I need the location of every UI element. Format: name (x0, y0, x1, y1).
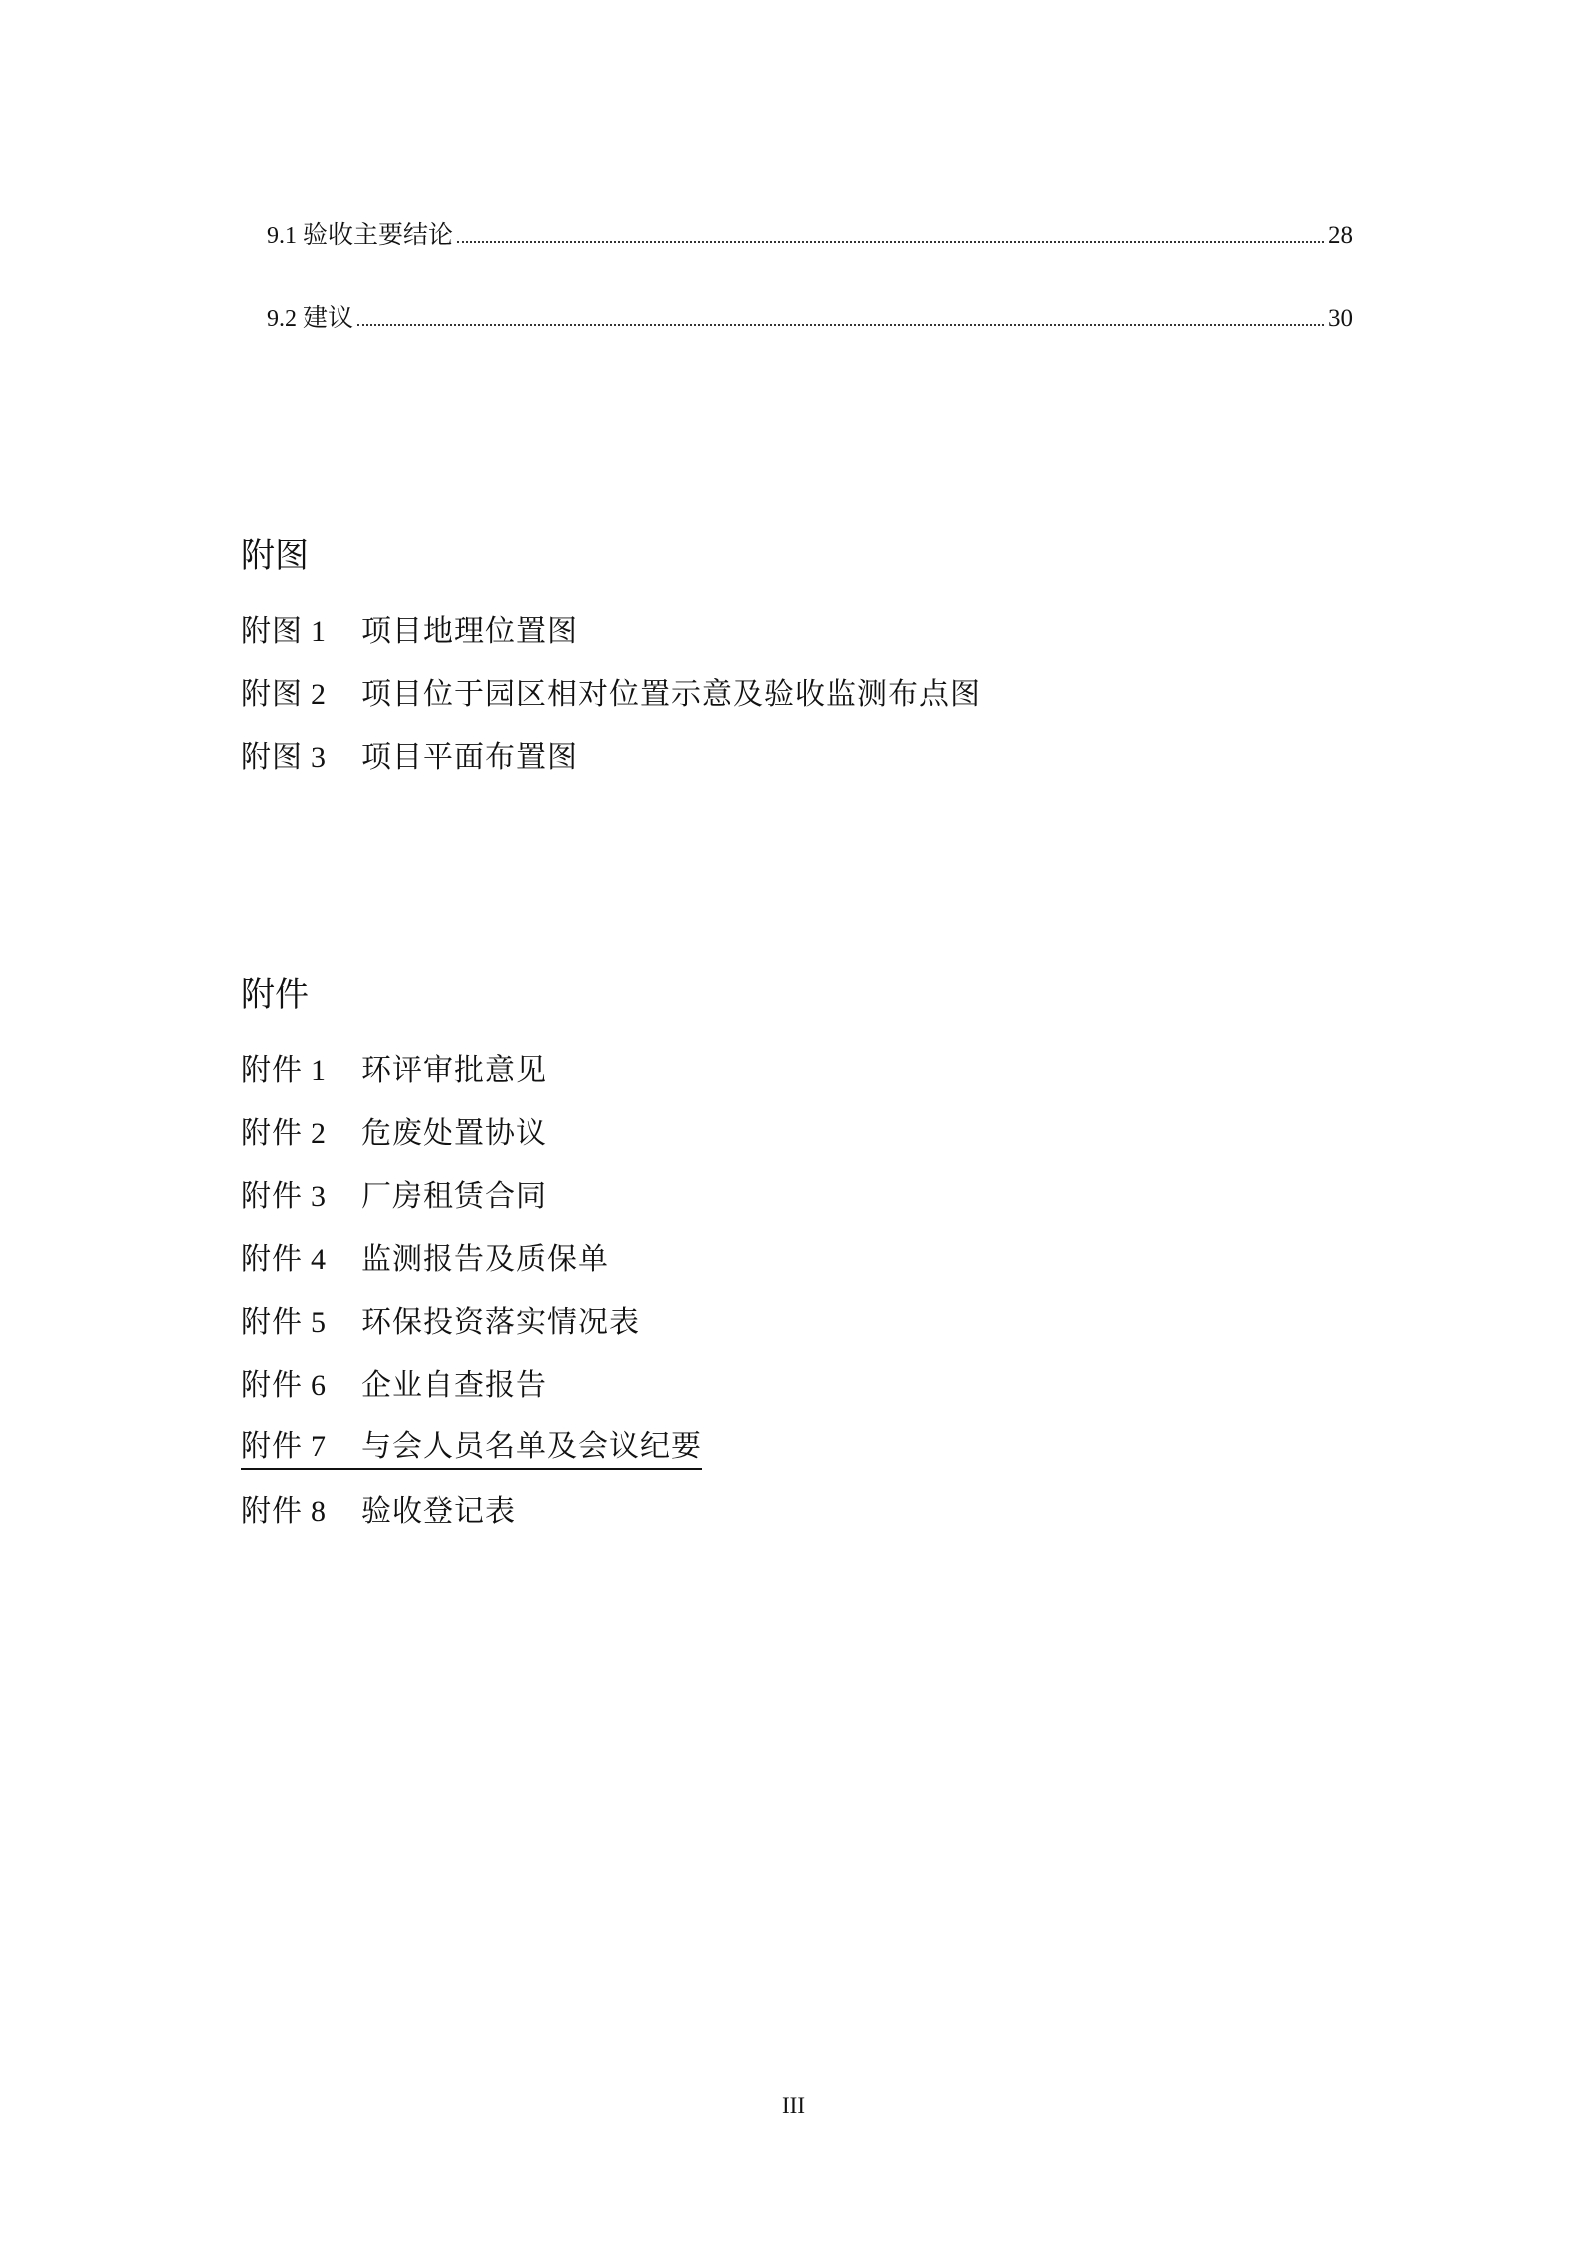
toc-title: 建议 (303, 303, 354, 332)
figure-number: 1 (311, 614, 327, 648)
figure-item (241, 600, 981, 663)
attachment-item (241, 1228, 702, 1291)
attachment-title: 验收登记表 (361, 1493, 516, 1529)
figure-label: 附图 3 (241, 739, 327, 775)
attachment-label: 附件 5 (241, 1304, 327, 1340)
figure-number: 3 (311, 740, 327, 774)
toc-number: 9.1 (267, 223, 297, 249)
attachment-label: 附件 4 (241, 1241, 327, 1277)
figure-title: 项目平面布置图 (361, 739, 578, 775)
attachment-number: 3 (311, 1179, 327, 1213)
attachment-item (241, 1102, 702, 1165)
attachment-label: 附件 6 (241, 1367, 327, 1403)
attachment-number: 4 (311, 1242, 327, 1276)
toc-title: 验收主要结论 (303, 220, 454, 249)
figure-item (241, 663, 981, 726)
page-number: III (782, 2093, 805, 2118)
figure-label: 附图 1 (241, 613, 327, 649)
attachment-number: 6 (311, 1368, 327, 1402)
attachment-label: 附件 2 (241, 1115, 327, 1151)
toc-page-number: 28 (1328, 222, 1353, 249)
attachment-label: 附件 8 (241, 1493, 327, 1529)
toc-page-number: 30 (1328, 305, 1353, 332)
attachment-number: 8 (311, 1494, 327, 1528)
attachment-item-underlined (241, 1417, 702, 1480)
toc-number: 9.2 (267, 306, 297, 332)
figures-heading: 附图 (241, 536, 309, 576)
attachment-title: 环评审批意见 (361, 1052, 547, 1088)
attachment-item (241, 1480, 702, 1543)
toc-dot-leader (357, 324, 1324, 326)
attachment-item (241, 1039, 702, 1102)
figure-title: 项目地理位置图 (361, 613, 578, 649)
attachment-item (241, 1165, 702, 1228)
figure-item (241, 726, 981, 789)
attachment-title: 环保投资落实情况表 (361, 1304, 640, 1340)
attachment-title: 危废处置协议 (361, 1115, 547, 1151)
toc-entry-9-2[interactable] (267, 301, 1353, 336)
attachments-list (241, 1039, 702, 1543)
attachment-item (241, 1354, 702, 1417)
attachment-title: 厂房租赁合同 (361, 1178, 547, 1214)
attachment-label: 附件 1 (241, 1052, 327, 1088)
attachment-label: 附件 3 (241, 1178, 327, 1214)
attachment-title: 与会人员名单及会议纪要 (361, 1429, 702, 1464)
toc-dot-leader (457, 241, 1324, 243)
attachment-item (241, 1291, 702, 1354)
figures-list (241, 600, 981, 789)
figure-label: 附图 2 (241, 676, 327, 712)
attachment-number: 5 (311, 1305, 327, 1339)
figure-title: 项目位于园区相对位置示意及验收监测布点图 (361, 676, 981, 712)
attachment-label: 附件 7 (241, 1429, 327, 1464)
attachments-heading: 附件 (241, 975, 309, 1015)
attachment-title: 监测报告及质保单 (361, 1241, 609, 1277)
attachment-number: 7 (311, 1430, 327, 1463)
attachment-number: 1 (311, 1053, 327, 1087)
toc-entry-9-1[interactable] (267, 218, 1353, 253)
figure-number: 2 (311, 677, 327, 711)
attachment-title: 企业自查报告 (361, 1367, 547, 1403)
attachment-number: 2 (311, 1116, 327, 1150)
